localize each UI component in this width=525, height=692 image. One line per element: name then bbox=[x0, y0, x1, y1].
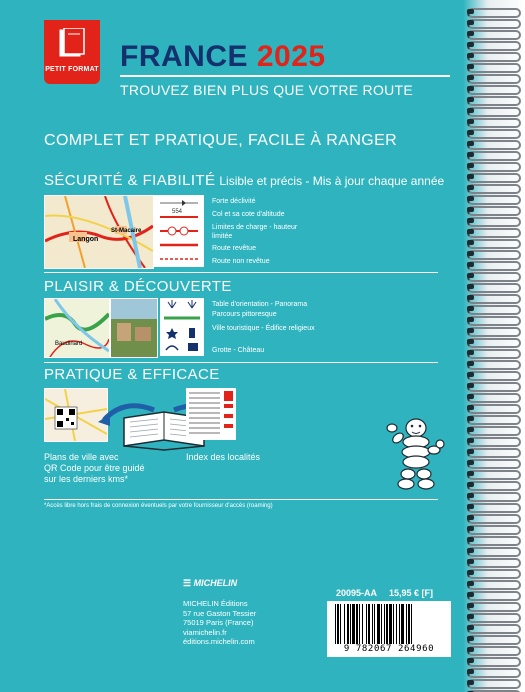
coil-hole bbox=[467, 372, 474, 377]
coil-hole bbox=[467, 493, 474, 498]
barcode-bar bbox=[411, 604, 412, 644]
barcode-bar bbox=[399, 604, 400, 644]
coil-hole bbox=[467, 185, 474, 190]
spiral-coil bbox=[467, 195, 519, 204]
coil-loop bbox=[467, 349, 521, 359]
coil-loop bbox=[467, 261, 521, 271]
coil-hole bbox=[467, 438, 474, 443]
barcode-bar bbox=[374, 604, 375, 644]
spiral-coil bbox=[467, 74, 519, 83]
coil-loop bbox=[467, 305, 521, 315]
section-divider bbox=[44, 272, 438, 273]
spiral-coil bbox=[467, 569, 519, 578]
coil-loop bbox=[467, 327, 521, 337]
coil-loop bbox=[467, 646, 521, 656]
coil-hole bbox=[467, 196, 474, 201]
spiral-coil bbox=[467, 426, 519, 435]
spiral-coil bbox=[467, 107, 519, 116]
spiral-coil bbox=[467, 360, 519, 369]
city-plans-caption bbox=[44, 452, 145, 485]
spiral-coil bbox=[467, 382, 519, 391]
spiral-binding bbox=[463, 0, 525, 692]
barcode-bars bbox=[331, 604, 447, 644]
barcode-bar bbox=[396, 604, 397, 644]
coil-hole bbox=[467, 262, 474, 267]
barcode-bar bbox=[377, 604, 380, 644]
spiral-coil bbox=[467, 404, 519, 413]
product-price: 15,95 € [F] bbox=[389, 588, 434, 598]
coil-hole bbox=[467, 658, 474, 663]
coil-hole bbox=[467, 130, 474, 135]
coil-hole bbox=[467, 394, 474, 399]
michelin-mascot-icon: ☰ bbox=[183, 578, 192, 588]
coil-loop bbox=[467, 63, 521, 73]
barcode-bar bbox=[393, 604, 394, 644]
road-legend-symbols bbox=[154, 195, 204, 267]
coil-hole bbox=[467, 86, 474, 91]
coil-hole bbox=[467, 9, 474, 14]
barcode-bar bbox=[340, 604, 341, 644]
spiral-coil bbox=[467, 338, 519, 347]
spiral-coil bbox=[467, 294, 519, 303]
spiral-coil bbox=[467, 228, 519, 237]
bibendum-mascot bbox=[386, 414, 446, 496]
coil-loop bbox=[467, 140, 521, 150]
coil-loop bbox=[467, 338, 521, 348]
coil-hole bbox=[467, 680, 474, 685]
spiral-coil bbox=[467, 547, 519, 556]
footnote: *Accès libre hors frais de connexion éventuels par votre fournisseur d'accès (roaming) bbox=[44, 503, 273, 509]
address-line: 57 rue Gaston Tessier bbox=[183, 608, 257, 618]
coil-loop bbox=[467, 580, 521, 590]
coil-hole bbox=[467, 295, 474, 300]
coil-hole bbox=[467, 482, 474, 487]
barcode-bar bbox=[401, 604, 404, 644]
coil-hole bbox=[467, 306, 474, 311]
coil-hole bbox=[467, 537, 474, 542]
barcode bbox=[327, 601, 451, 657]
footnote-divider bbox=[44, 499, 438, 500]
spiral-coil bbox=[467, 393, 519, 402]
barcode-bar bbox=[372, 604, 373, 644]
barcode-bar bbox=[347, 604, 349, 644]
coil-hole bbox=[467, 647, 474, 652]
pass-altitude-sign: 554 bbox=[172, 209, 183, 215]
coil-loop bbox=[467, 228, 521, 238]
coil-hole bbox=[467, 592, 474, 597]
coil-hole bbox=[467, 570, 474, 575]
spiral-coil bbox=[467, 19, 519, 28]
spiral-coil bbox=[467, 503, 519, 512]
coil-loop bbox=[467, 184, 521, 194]
spiral-coil bbox=[467, 173, 519, 182]
spiral-coil bbox=[467, 250, 519, 259]
coil-loop bbox=[467, 217, 521, 227]
barcode-bar bbox=[381, 604, 382, 644]
coil-loop bbox=[467, 624, 521, 634]
spiral-coil bbox=[467, 283, 519, 292]
spiral-coil bbox=[467, 470, 519, 479]
map-label-st-macaire: St-Macaire bbox=[111, 228, 142, 234]
coil-loop bbox=[467, 426, 521, 436]
spiral-coil bbox=[467, 646, 519, 655]
spiral-coil bbox=[467, 624, 519, 633]
coil-loop bbox=[467, 492, 521, 502]
city-plans-caption-line: sur les derniers kms* bbox=[44, 474, 129, 484]
coil-hole bbox=[467, 163, 474, 168]
village-photo bbox=[110, 298, 158, 358]
coil-hole bbox=[467, 119, 474, 124]
barcode-bar bbox=[384, 604, 385, 644]
coil-loop bbox=[467, 272, 521, 282]
spiral-coil bbox=[467, 96, 519, 105]
scenic-map-excerpt bbox=[44, 298, 110, 358]
coil-hole bbox=[467, 42, 474, 47]
coil-loop bbox=[467, 19, 521, 29]
spiral-coil bbox=[467, 580, 519, 589]
coil-loop bbox=[467, 536, 521, 546]
spiral-coil bbox=[467, 415, 519, 424]
spiral-coil bbox=[467, 481, 519, 490]
barcode-bar bbox=[344, 604, 345, 644]
publisher-address bbox=[183, 599, 256, 647]
spiral-coil bbox=[467, 272, 519, 281]
spiral-coil bbox=[467, 206, 519, 215]
page-title bbox=[120, 40, 326, 74]
spiral-coil bbox=[467, 63, 519, 72]
spiral-coil bbox=[467, 514, 519, 523]
coil-loop bbox=[467, 635, 521, 645]
tagline: TROUVEZ BIEN PLUS QUE VOTRE ROUTE bbox=[120, 82, 414, 98]
barcode-bar bbox=[335, 604, 336, 644]
title-year: 2025 bbox=[256, 40, 326, 73]
coil-hole bbox=[467, 504, 474, 509]
spiral-coil bbox=[467, 129, 519, 138]
coil-hole bbox=[467, 625, 474, 630]
barcode-bar bbox=[359, 604, 360, 644]
coil-loop bbox=[467, 250, 521, 260]
coil-hole bbox=[467, 97, 474, 102]
address-line: viamichelin.fr bbox=[183, 627, 227, 637]
spiral-coil bbox=[467, 118, 519, 127]
coil-hole bbox=[467, 636, 474, 641]
spiral-coil bbox=[467, 448, 519, 457]
spiral-coil bbox=[467, 437, 519, 446]
coil-loop bbox=[467, 393, 521, 403]
coil-hole bbox=[467, 471, 474, 476]
spiral-coil bbox=[467, 327, 519, 336]
coil-hole bbox=[467, 174, 474, 179]
legend-forte-declivite: Forte déclivité bbox=[212, 198, 256, 205]
headline: COMPLET ET PRATIQUE, FACILE À RANGER bbox=[44, 132, 398, 149]
coil-loop bbox=[467, 195, 521, 205]
barcode-bar bbox=[406, 604, 407, 644]
spiral-coil bbox=[467, 558, 519, 567]
coil-loop bbox=[467, 173, 521, 183]
legend-route-revetue: Route revêtue bbox=[212, 245, 256, 252]
coil-hole bbox=[467, 229, 474, 234]
map-label-baudinard: Baudinard bbox=[55, 341, 83, 347]
coil-hole bbox=[467, 581, 474, 586]
coil-loop bbox=[467, 360, 521, 370]
coil-hole bbox=[467, 108, 474, 113]
coil-loop bbox=[467, 118, 521, 128]
coil-loop bbox=[467, 371, 521, 381]
coil-loop bbox=[467, 162, 521, 172]
badge-label: PETIT FORMAT bbox=[45, 66, 99, 73]
product-reference: 20095-AA bbox=[336, 588, 378, 598]
coil-loop bbox=[467, 448, 521, 458]
coil-hole bbox=[467, 526, 474, 531]
barcode-bar bbox=[362, 604, 363, 644]
coil-loop bbox=[467, 459, 521, 469]
coil-loop bbox=[467, 151, 521, 161]
spiral-coil bbox=[467, 52, 519, 61]
coil-hole bbox=[467, 559, 474, 564]
barcode-bar bbox=[366, 604, 367, 644]
barcode-bar bbox=[337, 604, 339, 644]
spiral-coil bbox=[467, 668, 519, 677]
michelin-logo bbox=[183, 578, 237, 589]
spiral-coil bbox=[467, 635, 519, 644]
coil-hole bbox=[467, 317, 474, 322]
coil-hole bbox=[467, 416, 474, 421]
coil-loop bbox=[467, 470, 521, 480]
city-plans-caption-line: Plans de ville avec bbox=[44, 452, 119, 462]
section-securite-title bbox=[44, 172, 444, 189]
coil-hole bbox=[467, 273, 474, 278]
spiral-coil bbox=[467, 8, 519, 17]
coil-loop bbox=[467, 437, 521, 447]
coil-loop bbox=[467, 404, 521, 414]
coil-hole bbox=[467, 614, 474, 619]
map-label-langon: Langon bbox=[73, 236, 99, 243]
coil-loop bbox=[467, 503, 521, 513]
coil-loop bbox=[467, 96, 521, 106]
road-symbols-graphic bbox=[154, 195, 204, 267]
coil-hole bbox=[467, 449, 474, 454]
coil-loop bbox=[467, 52, 521, 62]
barcode-bar bbox=[352, 604, 355, 644]
spiral-coil bbox=[467, 349, 519, 358]
section-securite-heading: SÉCURITÉ & FIABILITÉ bbox=[44, 172, 216, 189]
barcode-bar bbox=[350, 604, 351, 644]
coil-hole bbox=[467, 669, 474, 674]
road-map-excerpt bbox=[44, 195, 154, 269]
coil-hole bbox=[467, 548, 474, 553]
coil-loop bbox=[467, 591, 521, 601]
coil-loop bbox=[467, 206, 521, 216]
spiral-coil bbox=[467, 261, 519, 270]
spiral-coil bbox=[467, 679, 519, 688]
spiral-coil bbox=[467, 217, 519, 226]
coil-loop bbox=[467, 30, 521, 40]
coil-loop bbox=[467, 602, 521, 612]
barcode-bar bbox=[386, 604, 388, 644]
coil-hole bbox=[467, 361, 474, 366]
index-excerpt bbox=[186, 388, 236, 440]
spiral-coil bbox=[467, 151, 519, 160]
coil-loop bbox=[467, 668, 521, 678]
barcode-bar bbox=[389, 604, 392, 644]
spiral-coil bbox=[467, 85, 519, 94]
city-plans-caption-line: QR Code pour être guidé bbox=[44, 463, 145, 473]
spiral-coil bbox=[467, 536, 519, 545]
legend-parcours-pittoresque: Parcours pittoresque bbox=[212, 311, 277, 318]
spiral-coil bbox=[467, 657, 519, 666]
legend-limites-charge: Limites de charge - hauteur limitée bbox=[212, 224, 298, 240]
petit-format-badge bbox=[44, 20, 100, 84]
index-excerpt-graphic bbox=[186, 388, 236, 440]
address-line: MICHELIN Éditions bbox=[183, 599, 248, 608]
coil-hole bbox=[467, 515, 474, 520]
coil-hole bbox=[467, 350, 474, 355]
coil-loop bbox=[467, 283, 521, 293]
coil-loop bbox=[467, 41, 521, 51]
atlas-icon bbox=[58, 28, 86, 58]
legend-ville-touristique: Ville touristique - Édifice religieux bbox=[212, 325, 315, 332]
coil-hole bbox=[467, 207, 474, 212]
barcode-number: 9 782067 264960 bbox=[343, 644, 435, 654]
legend-table-orientation: Table d'orientation - Panorama bbox=[212, 301, 308, 308]
coil-hole bbox=[467, 218, 474, 223]
coil-loop bbox=[467, 294, 521, 304]
coil-hole bbox=[467, 284, 474, 289]
spiral-coil bbox=[467, 591, 519, 600]
village-photo-graphic bbox=[111, 299, 157, 357]
coil-loop bbox=[467, 514, 521, 524]
address-line: éditions.michelin.com bbox=[183, 637, 255, 646]
spiral-coil bbox=[467, 492, 519, 501]
title-divider bbox=[120, 75, 450, 77]
coil-loop bbox=[467, 74, 521, 84]
spiral-coil bbox=[467, 184, 519, 193]
coil-loop bbox=[467, 8, 521, 18]
coil-loop bbox=[467, 481, 521, 491]
spiral-coil bbox=[467, 525, 519, 534]
coil-hole bbox=[467, 251, 474, 256]
coil-hole bbox=[467, 64, 474, 69]
coil-loop bbox=[467, 415, 521, 425]
coil-hole bbox=[467, 240, 474, 245]
coil-loop bbox=[467, 569, 521, 579]
coil-hole bbox=[467, 405, 474, 410]
coil-hole bbox=[467, 383, 474, 388]
coil-loop bbox=[467, 558, 521, 568]
michelin-brand: MICHELIN bbox=[193, 578, 238, 588]
spiral-coil bbox=[467, 316, 519, 325]
spiral-coil bbox=[467, 459, 519, 468]
coil-loop bbox=[467, 657, 521, 667]
spiral-coil bbox=[467, 305, 519, 314]
coil-loop bbox=[467, 382, 521, 392]
spiral-coil bbox=[467, 613, 519, 622]
section-plaisir-title: PLAISIR & DÉCOUVERTE bbox=[44, 278, 232, 295]
coil-hole bbox=[467, 460, 474, 465]
coil-hole bbox=[467, 75, 474, 80]
legend-route-non-revetue: Route non revêtue bbox=[212, 258, 270, 265]
section-securite-subtitle: Lisible et précis - Mis à jour chaque année bbox=[219, 174, 445, 188]
barcode-bar bbox=[368, 604, 370, 644]
coil-loop bbox=[467, 239, 521, 249]
scenic-map-graphic bbox=[45, 299, 109, 357]
tourism-legend-symbols bbox=[160, 298, 204, 356]
coil-loop bbox=[467, 679, 521, 689]
coil-hole bbox=[467, 339, 474, 344]
coil-hole bbox=[467, 20, 474, 25]
spiral-coil bbox=[467, 30, 519, 39]
spiral-coil bbox=[467, 602, 519, 611]
barcode-bar bbox=[408, 604, 410, 644]
spiral-coil bbox=[467, 41, 519, 50]
index-caption: Index des localités bbox=[186, 452, 261, 462]
coil-loop bbox=[467, 129, 521, 139]
coil-hole bbox=[467, 603, 474, 608]
coil-loop bbox=[467, 107, 521, 117]
spiral-coil bbox=[467, 162, 519, 171]
coil-loop bbox=[467, 613, 521, 623]
legend-grotte-chateau: Grotte - Château bbox=[212, 347, 265, 354]
barcode-bar bbox=[356, 604, 358, 644]
address-line: 75019 Paris (France) bbox=[183, 618, 254, 627]
section-divider bbox=[44, 362, 438, 363]
coil-hole bbox=[467, 31, 474, 36]
coil-loop bbox=[467, 316, 521, 326]
tourism-symbols-graphic bbox=[160, 298, 204, 356]
coil-loop bbox=[467, 547, 521, 557]
section-pratique-title: PRATIQUE & EFFICACE bbox=[44, 366, 220, 383]
title-country: FRANCE bbox=[120, 40, 248, 73]
coil-loop bbox=[467, 525, 521, 535]
coil-hole bbox=[467, 328, 474, 333]
coil-hole bbox=[467, 141, 474, 146]
spiral-coil bbox=[467, 371, 519, 380]
coil-hole bbox=[467, 53, 474, 58]
coil-hole bbox=[467, 427, 474, 432]
spiral-coil bbox=[467, 140, 519, 149]
coil-hole bbox=[467, 152, 474, 157]
legend-col: Col et sa cote d'altitude bbox=[212, 211, 285, 218]
coil-loop bbox=[467, 85, 521, 95]
spiral-coil bbox=[467, 239, 519, 248]
